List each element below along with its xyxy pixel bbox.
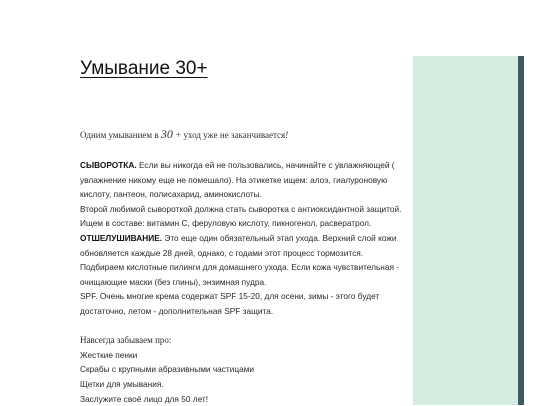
- side-decor-bar: [518, 56, 524, 405]
- closing-line: Заслужите своё лицо для 50 лет!: [80, 392, 410, 406]
- spf-line-2: достаточно, летом - дополнительная SPF защита.: [80, 304, 410, 319]
- intro-number: 30: [161, 127, 173, 141]
- peeling-heading: ОТШЕЛУШИВАНИЕ.: [80, 233, 162, 243]
- intro-before: Одним умыванием в: [80, 130, 161, 140]
- side-decor-panel: [413, 56, 518, 405]
- intro-mark: +: [173, 130, 181, 140]
- peeling-line-1: ОТШЕЛУШИВАНИЕ. Это еще один обязательный этап ухода. Верхний слой кожи: [80, 231, 410, 246]
- forget-heading: Навсегда забываем про:: [80, 333, 410, 348]
- article-body: [80, 158, 410, 406]
- serum-line-5: Ищем в составе: витамин С, феруловую кислоту, пикногенол, расвератрол.: [80, 216, 410, 231]
- forget-item: Скрабы с крупными абразивными частицами: [80, 362, 410, 377]
- page-title: Умывание 30+: [80, 58, 208, 80]
- spacer: [80, 319, 410, 334]
- serum-line-4: Второй любимой сывороткой должна стать сыворотка с антиоксидантной защитой.: [80, 202, 410, 217]
- intro-after: уход уже не заканчивается: [181, 130, 285, 140]
- serum-line-3: кислоту, пантеон, полисахарид, аминокислоты.: [80, 187, 410, 202]
- spf-line-1: SPF. Очень многие крема содержат SPF 15-20, для осени, зимы - этого будет: [80, 289, 410, 304]
- peeling-line-4: очищающие маски (без глины), энзимная пудра.: [80, 275, 410, 290]
- intro-end: !: [285, 130, 288, 140]
- peeling-line-2: обновляется каждые 28 дней, однако, с годами этот процесс тормозится.: [80, 246, 410, 261]
- forget-item: Жесткие пенки: [80, 348, 410, 363]
- peeling-line-3: Подбираем кислотные пилинги для домашнего ухода. Если кожа чувствительная -: [80, 260, 410, 275]
- serum-heading: СЫВОРОТКА.: [80, 160, 137, 170]
- intro-text: [80, 127, 288, 142]
- forget-item: Щетки для умывания.: [80, 377, 410, 392]
- serum-line-1: СЫВОРОТКА. Если вы никогда ей не пользовались, начинайте с увлажняющей (: [80, 158, 410, 173]
- serum-line-2: увлажнение никому еще не помешало). На этикетке ищем: алоэ, гиалуроновую: [80, 173, 410, 188]
